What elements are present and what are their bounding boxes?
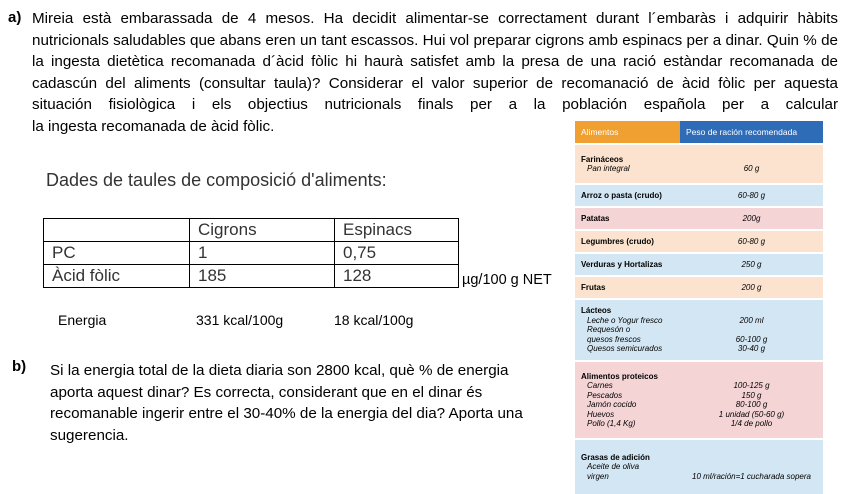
ration-food-cell [575,440,680,494]
row-label-pc: PC [44,242,190,265]
ration-value: 60-100 g [735,334,768,344]
cell-pc-espinacs: 0,75 [335,242,459,265]
units-label: µg/100 g NET [462,272,552,288]
ration-subitem: Huevos [587,409,615,419]
cell-folic-cigrons: 185 [190,265,335,288]
ration-row [575,360,823,438]
ration-value: 60 g [743,164,760,173]
ration-row [575,298,823,360]
ration-row [575,275,823,298]
ration-row [575,206,823,229]
ration-subitem: Pescados [587,390,623,400]
ration-category: Patatas [581,213,610,223]
question-a-last-line: la ingesta recomanada de àcid fòlic. [32,117,275,135]
ration-value: 200 g [741,282,762,292]
ration-value: 250 g [741,259,762,269]
cell-folic-espinacs: 128 [335,265,459,288]
ration-category: Lácteos [581,306,612,316]
header-foods: Alimentos [575,121,680,143]
ration-category: Alimentos proteicos [581,371,658,381]
question-a-label: a) [8,9,22,26]
ration-subitem: Requesón o [587,325,631,335]
ration-subitem: Pan integral [587,164,630,173]
composition-table [43,218,459,288]
ration-food-cell [575,185,680,206]
ration-category: Verduras y Hortalizas [581,259,663,269]
ration-subitem: quesos frescos [587,334,641,344]
header-weight: Peso de ración recomendada [680,121,823,143]
ration-value-cell [680,231,823,252]
ration-table-body [575,143,823,494]
ration-value: 100-125 g [733,381,770,390]
ration-category: Frutas [581,282,606,292]
ration-value: 200g [742,213,761,223]
ration-value: 1 unidad (50-60 g) [718,409,785,419]
ration-value-cell [680,145,823,183]
header-cell-cigrons: Cigrons [190,219,335,242]
ration-value: 80-100 g [735,400,768,409]
ration-value-cell [680,277,823,298]
ration-category: Legumbres (crudo) [581,236,654,246]
ration-row [575,143,823,183]
ration-value: 150 g [741,390,762,400]
ration-food-cell [575,300,680,360]
ration-value-cell [680,185,823,206]
ration-value: 1/4 de pollo [730,419,773,428]
ration-value [680,462,823,472]
ration-table-header [575,121,823,143]
ration-row [575,229,823,252]
table-row [44,265,459,288]
ration-row [575,438,823,494]
question-a-body: Mireia està embarassada de 4 mesos. Ha decidit alimentar-se correctament durant l´embaràs i adquirir hàbits nutricionals saludables que abans eren un tant escassos. Hui vol preparar cigrons amb espinacs per a dinar. Quin % de la ingesta dietètica recomanada d´àcid fòlic hi haurà satisfet amb la presa de una ració estàndar recomanada de cadascún del aliments (consultar taula)? Considerar el valor superior de recomanació de àcid fòlic per aquesta situación fisiològica i els objectius nutricionals finals per a la población española per a calcular [32,10,838,113]
ration-subitem: Pollo (1,4 Kg) [587,419,636,428]
ration-food-cell [575,208,680,229]
ration-value: 60-80 g [737,236,766,246]
ration-value-cell [680,362,823,438]
ration-table [575,121,823,494]
ration-subitem: virgen [587,471,609,481]
ration-row [575,252,823,275]
composition-title: Dades de taules de composició d'aliments: [46,170,387,190]
energy-espinacs: 18 kcal/100g [334,312,414,328]
ration-subitem: Aceite de oliva [587,462,640,472]
ration-food-cell [575,145,680,183]
question-b-label: b) [12,358,27,375]
ration-value-cell [680,254,823,275]
ration-value: 200 ml [739,315,764,325]
ration-category: Grasas de adición [581,452,650,462]
ration-value: 10 ml/ración=1 cucharada sopera [692,471,811,481]
ration-value: 30-40 g [737,344,766,354]
ration-subitem: Leche o Yogur fresco [587,315,663,325]
ration-value-cell [680,208,823,229]
ration-category: Arroz o pasta (crudo) [581,190,662,200]
question-b-text: Si la energia total de la dieta diaria son 2800 kcal, què % de energia aporta aquest dinar? Es correcta, considerant que en el dinar és recomanable ingerir entre el 30-40% de la energia del dia? Aporta una sugerencia. [50,362,523,444]
table-row [44,242,459,265]
row-label-acid-folic: Àcid fòlic [44,265,190,288]
ration-food-cell [575,362,680,438]
ration-food-cell [575,277,680,298]
energy-cigrons: 331 kcal/100g [196,312,284,328]
ration-value: 60-80 g [737,190,766,200]
ration-food-cell [575,231,680,252]
ration-subitem: Jamón cocido [587,400,637,409]
ration-food-cell [575,254,680,275]
ration-value [680,325,823,335]
ration-value-cell [680,300,823,360]
cell-pc-cigrons: 1 [190,242,335,265]
ration-subitem: Quesos semicurados [587,344,663,354]
ration-row [575,183,823,206]
ration-value-cell [680,440,823,494]
ration-subitem: Carnes [587,381,613,390]
energy-label: Energia [58,312,107,328]
ration-category: Farináceos [581,154,624,164]
header-cell-espinacs: Espinacs [335,219,459,242]
question-a-text [32,8,838,137]
table-header-row [44,219,459,242]
header-cell-empty [44,219,190,242]
